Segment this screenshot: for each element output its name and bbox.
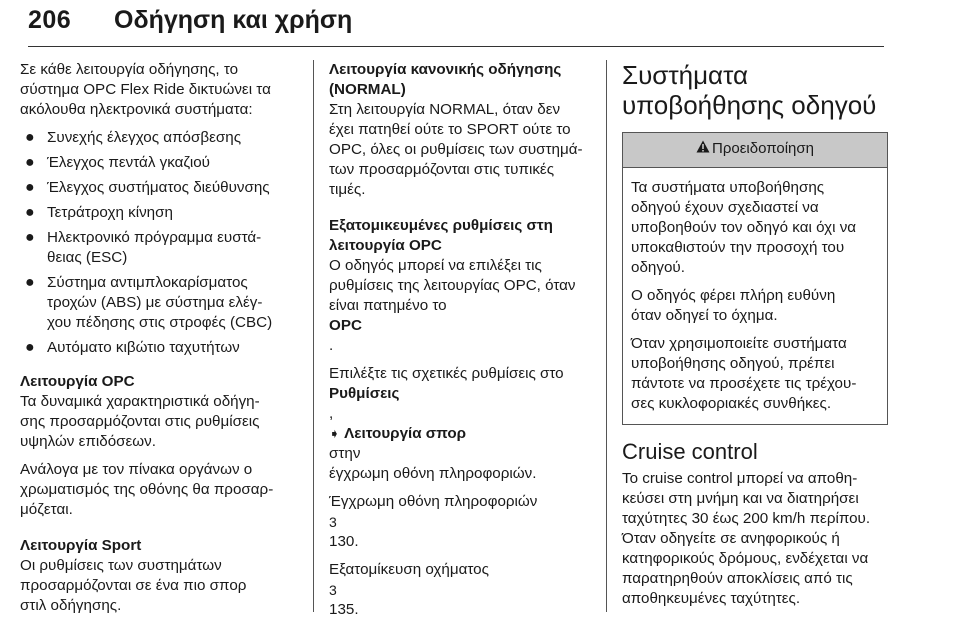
custom-opc-section: Εξατομικευμένες ρυθμίσεις στη λειτουργία OPC Ο οδηγός μπορεί να επιλέξει τις ρυθμίσεις της λειτουργίας OPC, όταν είναι πατημένο το OPC . bbox=[329, 216, 591, 356]
running-title: Οδήγηση και χρήση bbox=[114, 6, 353, 34]
opc-display-paragraph: Ανάλογα με τον πίνακα οργάνων ο χρωματισμός της οθόνης θα προσαρ- μόζεται. bbox=[20, 461, 274, 518]
select-settings-paragraph: Επιλέξτε τις σχετικές ρυθμίσεις στο Ρυθμίσεις , ➧ Λειτουργία σπορ στην έγχρωμη οθόνη πληροφοριών. bbox=[329, 365, 564, 482]
list-item: ● Έλεγχος πεντάλ γκαζιού bbox=[25, 154, 210, 171]
opc-section: Λειτουργία OPC Τα δυναμικά χαρακτηριστικά οδήγη- σης προσαρμόζονται στις ρυθμίσεις υψηλών επιδόσεων. bbox=[20, 372, 305, 452]
cruise-control-paragraph: Το cruise control μπορεί να αποθη- κεύσει στη μνήμη και να διατηρήσει ταχύτητες 30 έως 200 km/h περίπου. Όταν οδηγείτε σε ανηφορικούς ή κατηφορικούς δρόμους, ενδέχεται να παρατηρηθούν αποκλίσεις από τις αποθηκευμένες ταχύτητες. bbox=[622, 470, 871, 607]
sport-heading: Λειτουργία Sport bbox=[20, 537, 142, 554]
normal-heading: Λειτουργία κανονικής οδήγησης bbox=[329, 61, 562, 78]
list-item: ● Σύστημα αντιμπλοκαρίσματος τροχών (ABS) με σύστημα ελέγ- χου πέδησης στις στροφές (CBC) bbox=[25, 274, 273, 331]
cruise-control-heading: Cruise control bbox=[622, 439, 758, 464]
list-item: ● Αυτόματο κιβώτιο ταχυτήτων bbox=[25, 339, 240, 356]
page-header bbox=[28, 2, 884, 46]
warning-header bbox=[623, 133, 887, 168]
systems-list bbox=[20, 128, 305, 358]
section-title: Συστήματα υποβοήθησης οδηγού bbox=[622, 60, 877, 120]
warning-label: Προειδοποίηση bbox=[712, 140, 814, 157]
custom-opc-heading: Εξατομικευμένες ρυθμίσεις στη bbox=[329, 217, 553, 234]
column-divider-1 bbox=[313, 60, 314, 612]
list-item: ● Τετράτροχη κίνηση bbox=[25, 204, 173, 221]
normal-section: Λειτουργία κανονικής οδήγησης (NORMAL) Στη λειτουργία NORMAL, όταν δεν έχει πατηθεί ούτε το SPORT ούτε το OPC, όλες οι ρυθμίσεις των συστημά- των προσαρμόζονται στις τυπικές τιμές. bbox=[329, 60, 591, 200]
page-number: 206 bbox=[28, 6, 72, 34]
page-reference-icon: 3 bbox=[329, 514, 337, 530]
warning-body: Τα συστήματα υποβοήθησης οδηγού έχουν σχεδιαστεί να υποβοηθούν τον οδηγό και όχι να υποκαθιστούν την προσοχή του οδηγού. Ο οδηγός φέρει πλήρη ευθύνη όταν οδηγεί το όχημα. Όταν χρησιμοποιείτε συστήματα υποβοήθησης οδηγού, πρέπει πάντοτε να προσέχετε τις τρέχου- σες κυκλοφοριακές συνθήκες. bbox=[631, 179, 857, 412]
header-rule bbox=[28, 46, 884, 47]
sport-section: Λειτουργία Sport Οι ρυθμίσεις των συστημάτων προσαρμόζονται σε ένα πιο σπορ στιλ οδήγησης. bbox=[20, 536, 305, 616]
list-item: ● Έλεγχος συστήματος διεύθυνσης bbox=[25, 179, 270, 196]
warning-triangle-icon bbox=[696, 139, 710, 159]
warning-box bbox=[622, 132, 888, 425]
column-3 bbox=[622, 60, 888, 617]
column-1 bbox=[20, 60, 305, 624]
page-reference-icon: 3 bbox=[329, 582, 337, 598]
list-item: ● Ηλεκτρονικό πρόγραμμα ευστά- θειας (ESC) bbox=[25, 229, 262, 266]
menu-arrow-icon: ➧ bbox=[329, 426, 340, 441]
reference-info-display: Έγχρωμη οθόνη πληροφοριών 3 130. bbox=[329, 492, 591, 552]
opc-heading: Λειτουργία OPC bbox=[20, 373, 135, 390]
reference-vehicle-personalisation: Εξατομίκευση οχήματος 3 135. bbox=[329, 560, 591, 620]
list-item: ● Συνεχής έλεγχος απόσβεσης bbox=[25, 129, 242, 146]
column-divider-2 bbox=[606, 60, 607, 612]
intro-paragraph: Σε κάθε λειτουργία οδήγησης, το σύστημα OPC Flex Ride δικτυώνει τα ακόλουθα ηλεκτρονικά συστήματα: bbox=[20, 61, 271, 118]
column-2 bbox=[329, 60, 591, 628]
